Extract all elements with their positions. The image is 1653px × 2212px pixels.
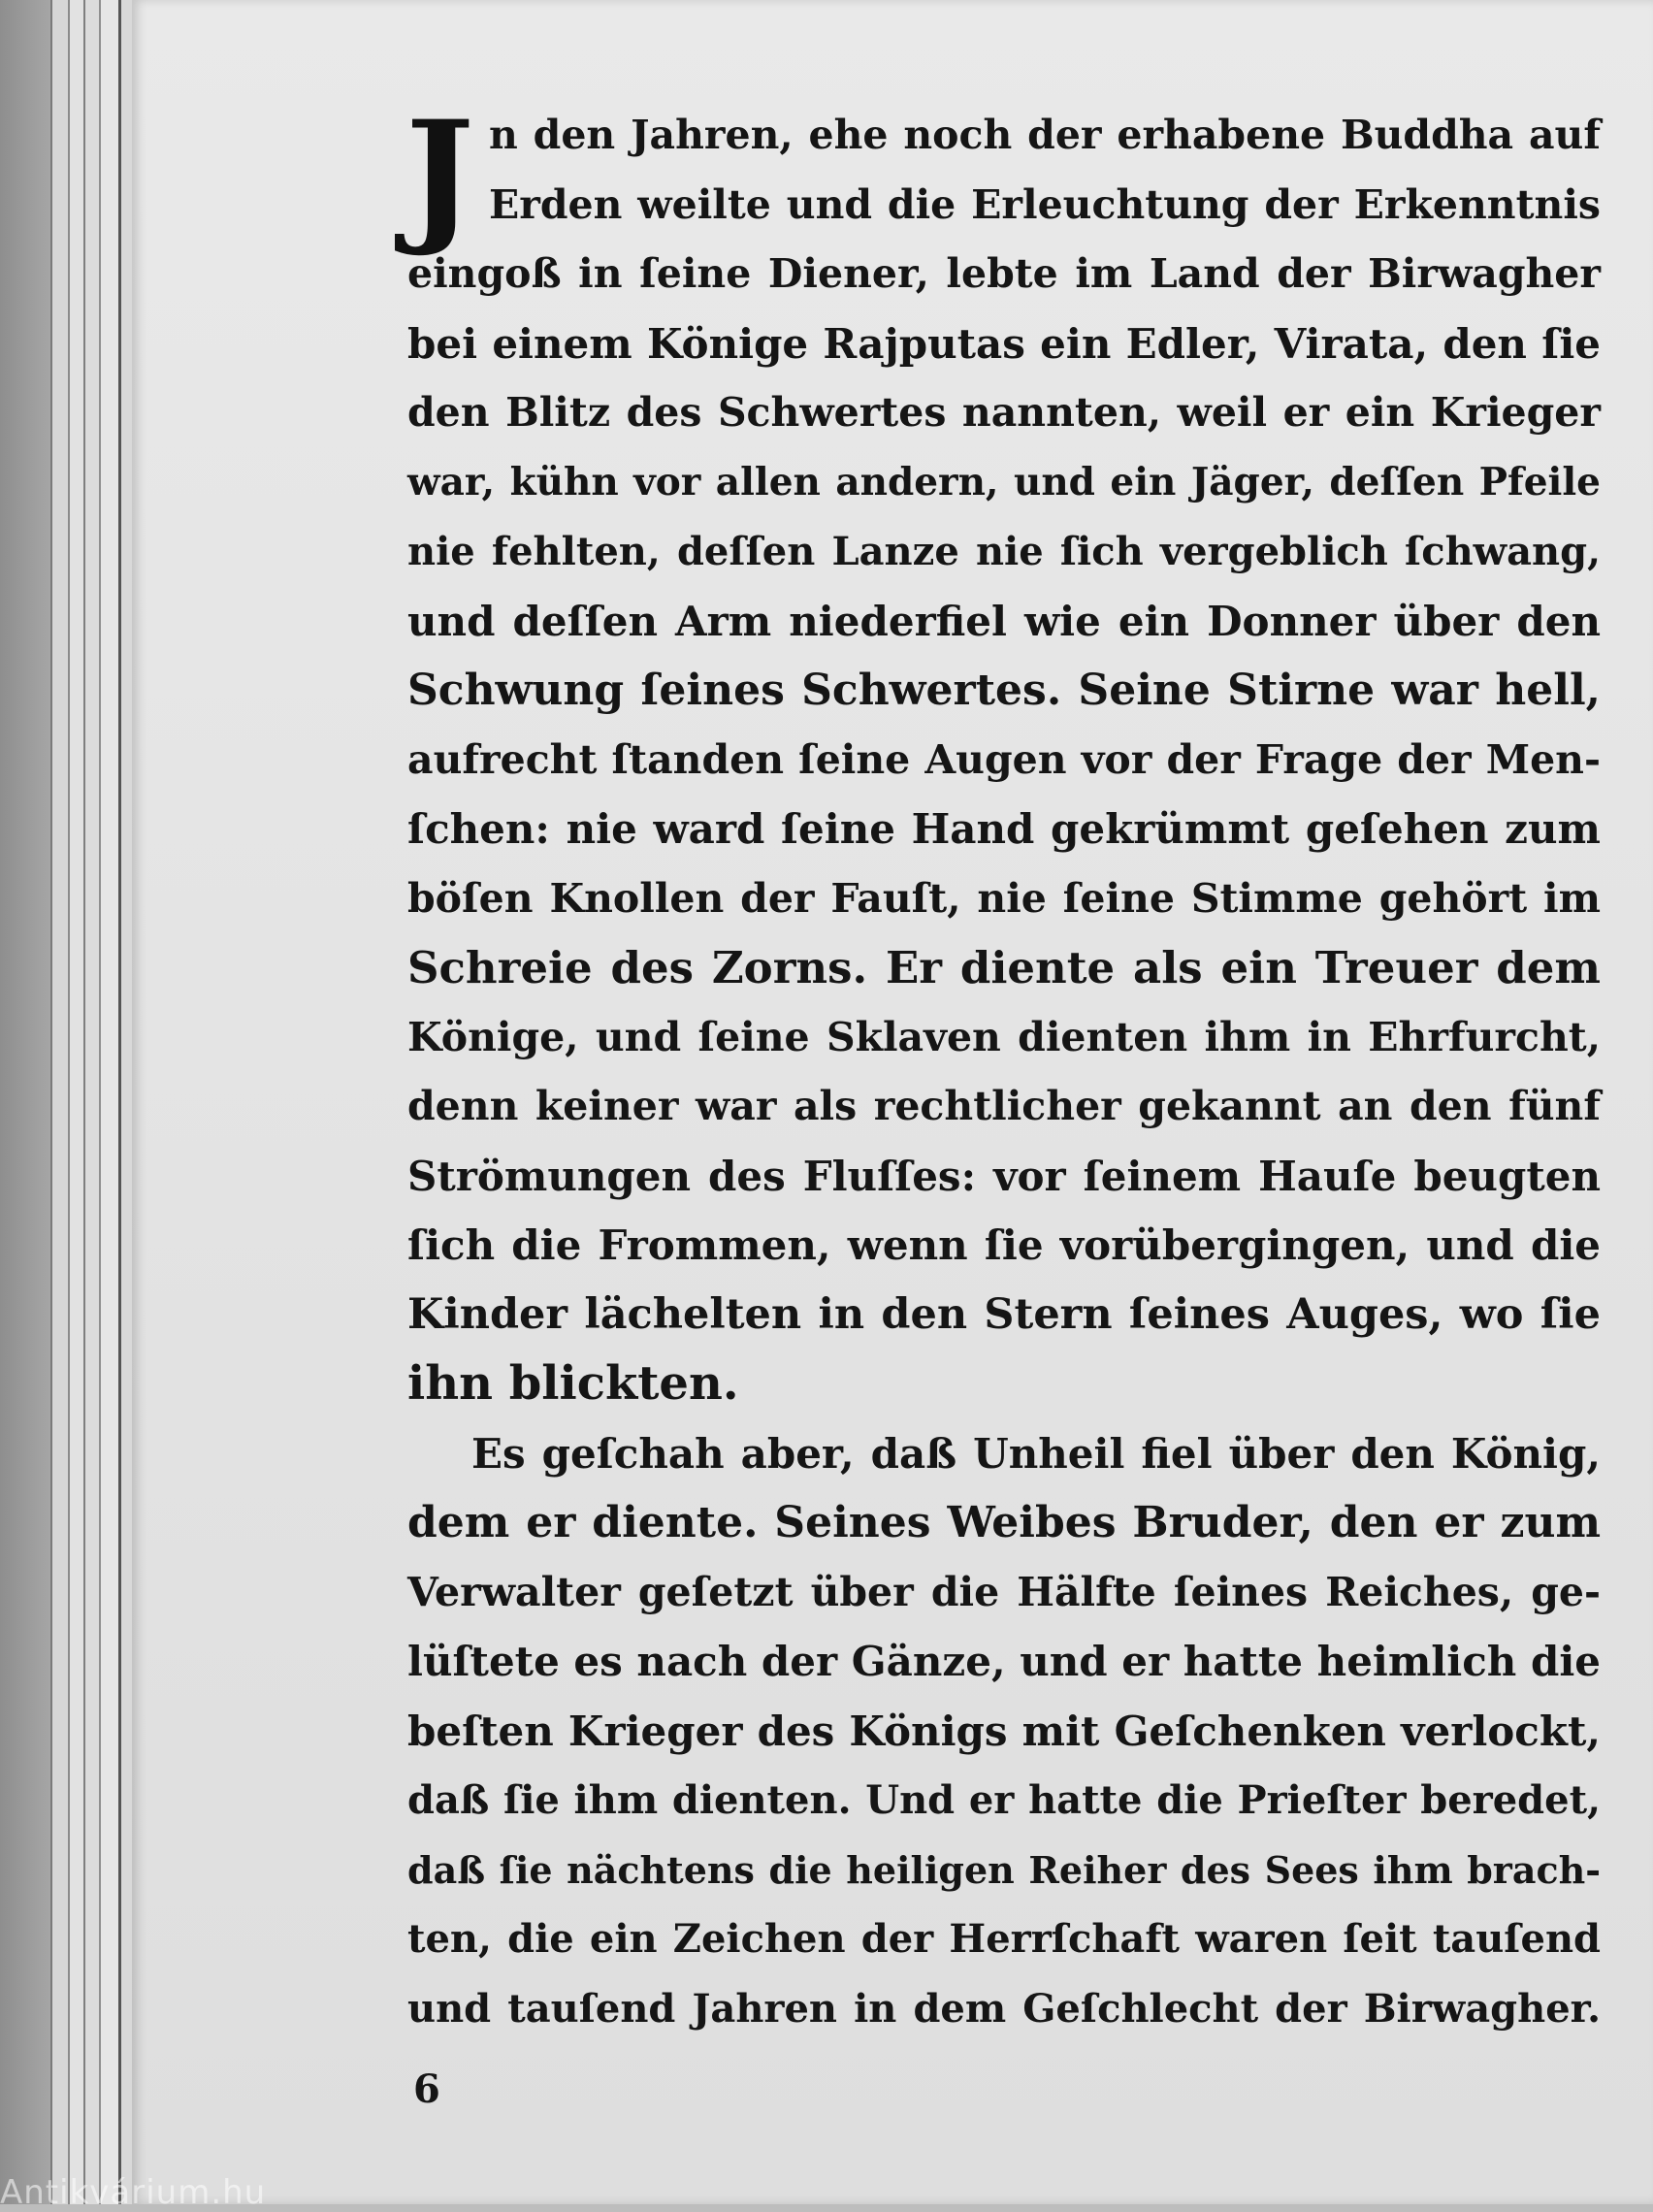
text-line: lüſtete es nach der Gänze, und er hatte heimlich die <box>407 1638 1601 1685</box>
text-line: Es geſchah aber, daß Unheil fiel über den König, <box>471 1429 1601 1478</box>
text-line: ſich die Frommen, wenn ſie vorübergingen, und die <box>407 1221 1601 1269</box>
text-line: eingoß in ſeine Diener, lebte im Land der Birwagher <box>407 250 1601 297</box>
text-line: Könige, und ſeine Sklaven dienten ihm in Ehrfurcht, <box>407 1013 1601 1060</box>
text-line: beſten Krieger des Königs mit Geſchenken verlockt, <box>407 1707 1601 1755</box>
text-line: Schreie des Zorns. Er diente als ein Treuer dem <box>407 942 1601 993</box>
text-line: Kinder lächelten in den Stern ſeines Auges, wo ſie <box>407 1289 1601 1339</box>
watermark: Antikvárium.hu <box>0 2173 267 2212</box>
page-number: 6 <box>413 2066 440 2112</box>
text-line: und tauſend Jahren in dem Geſchlecht der Birwagher. <box>407 1985 1601 2032</box>
text-line: den Blitz des Schwertes nannten, weil er ein Krieger <box>407 389 1601 436</box>
text-line: Verwalter geſetzt über die Hälfte ſeines Reiches, ge- <box>407 1568 1601 1615</box>
drop-cap: J <box>405 89 474 260</box>
text-line: Strömungen des Fluſſes: vor ſeinem Hauſe beugten <box>407 1152 1601 1200</box>
text-line: denn keiner war als rechtlicher gekannt an den fünf <box>407 1083 1601 1129</box>
text-line: bei einem Könige Rajputas ein Edler, Virata, den ſie <box>407 319 1601 368</box>
text-line: war, kühn vor allen andern, und ein Jäger, deſſen Pfeile <box>407 459 1601 504</box>
text-line: Schwung ſeines Schwertes. Seine Stirne war hell, <box>407 666 1601 715</box>
text-line: ſchen: nie ward ſeine Hand gekrümmt geſehen zum <box>407 805 1601 853</box>
text-line: aufrecht ſtanden ſeine Augen vor der Frage der Men- <box>407 735 1601 783</box>
text-line: nie fehlten, deſſen Lanze nie ſich vergeblich ſchwang, <box>407 529 1601 574</box>
page-edge <box>50 0 70 2204</box>
text-line: ihn blickten. <box>407 1356 739 1411</box>
text-line: und deſſen Arm niederfiel wie ein Donner über den <box>407 597 1601 645</box>
text-line: ten, die ein Zeichen der Herrſchaft waren ſeit tauſend <box>407 1916 1601 1962</box>
text-line: daß ſie nächtens die heiligen Reiher des Sees ihm brach- <box>407 1847 1601 1892</box>
text-line: daß ſie ihm dienten. Und er hatte die Prieſter beredet, <box>407 1777 1601 1823</box>
text-line: Erden weilte und die Erleuchtung der Erkenntnis <box>489 180 1601 228</box>
text-line: böſen Knollen der Fauſt, nie ſeine Stimme gehört im <box>407 874 1601 922</box>
back-page-edge <box>0 0 50 2204</box>
body-text <box>405 89 1601 2043</box>
text-line: dem er diente. Seines Weibes Bruder, den er zum <box>407 1498 1601 1547</box>
text-line: n den Jahren, ehe noch der erhabene Buddha auf <box>489 112 1601 158</box>
page-edge <box>99 0 120 2204</box>
